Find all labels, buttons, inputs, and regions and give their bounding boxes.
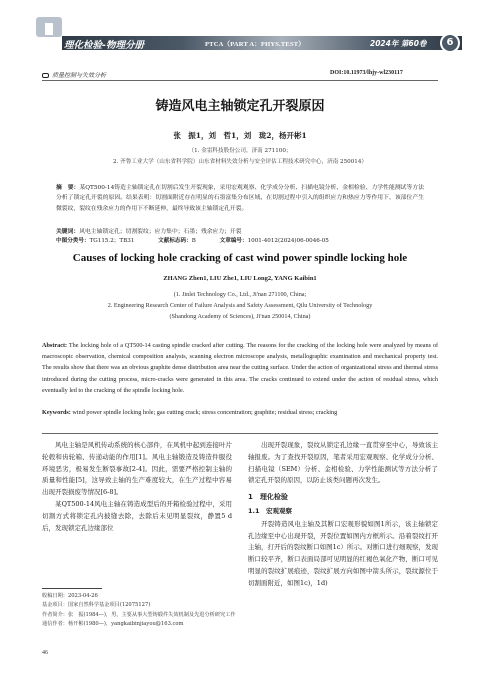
body-paragraph: 开裂铸造风电主轴及其断口宏观形貌如图1所示，该主轴锁定孔边缘至中心出现开裂，开裂位置如图内方框所示。沿着裂纹打开主轴，打开后的裂纹断口如图1c）所示。对断口进行细观察，发现断口较平齐，断口表面局部可见明显的红褐色氧化产物，断口可见明显的裂纹扩展痕迹，裂纹扩展方向如图中箭头所示，裂纹源位于切割面附近，如图1c)，1d)	[248, 519, 438, 587]
page-number: 46	[42, 650, 48, 656]
authors-cn: 张 振1，刘 哲1，刘 珑2，杨开彬1	[173, 131, 307, 140]
affiliation-en-1: (1. Jinlei Technology Co., Ltd., Ji'nan 271100, China;	[173, 291, 307, 298]
body-column-right	[248, 440, 438, 590]
journal-logo-icon	[36, 17, 62, 37]
doi: DOI:10.11973/lhjy-wl230117	[330, 70, 403, 76]
section-tag-icon	[42, 73, 49, 78]
subsection-heading: 1.1 宏观观察	[248, 506, 293, 515]
section-tag-label: 质量控制与失效分析	[52, 72, 107, 79]
keywords-cn-label: 关键词：	[56, 229, 80, 235]
section-tag	[42, 70, 106, 79]
abstract-cn-label: 摘 要：	[56, 185, 80, 191]
affiliation-cn-1: （1. 金雷科技股份公司，济南 271100；	[188, 148, 292, 154]
abstract-en	[42, 340, 438, 396]
author-bio: 作者简介：张 振(1984—)，男，主要从事大型铸锻件失效机制及先进分析研究工作	[42, 611, 236, 618]
keywords-en	[42, 408, 438, 418]
title-cn: 铸造风电主轴锁定孔开裂原因	[155, 99, 325, 114]
body-paragraph: 某QT500-14风电主轴在铸造成型后的开箱检验过程中，采用切割方式将锁定孔内披缝去除，去除后未见明显裂纹，静置5 d后，发现锁定孔边缘部位	[42, 499, 232, 532]
article-id: 文章编号：1001-4012(2024)06-0046-05	[219, 238, 329, 244]
body-paragraph: 出现开裂现象，裂纹从锁定孔边缘一直贯穿至中心，导致该主轴报废。为了查找开裂原因，笔者采用宏观观察、化学成分分析、扫描电镜（SEM）分析、金相检验、力学性能测试等方法分析了锁定孔开裂的原因，以防止该类问题再次发生。	[248, 441, 438, 485]
section-heading: 1 理化检验	[248, 493, 288, 502]
abstract-rule	[42, 433, 438, 434]
document-code: 文献标志码：B	[158, 238, 196, 244]
keywords-cn	[56, 226, 424, 235]
journal-part: PTCA（PART A：PHYS.TEST）	[205, 41, 306, 48]
corresponding-author: 通信作者：杨开彬(1980—)，yangkaibinjiayou@163.com	[42, 620, 184, 627]
affiliation-cn-2: 2. 齐鲁工业大学（山东省科学院）山东省材料失效分析与安全评估工程技术研究中心，济南 250014）	[113, 159, 367, 165]
body-column-left	[42, 440, 232, 534]
affiliation-en-2: 2. Engineering Research Center of Failure Analysis and Safety Assessment, Qilu University of Technology	[107, 302, 373, 309]
funding: 基金项目：国家自然科学基金项目(12075127)	[42, 602, 151, 609]
keywords-en-text: wind power spindle locking hole; gas cutting crack; stress concentration; graphite; residual stress; cracking	[72, 409, 338, 416]
authors-en: ZHANG Zhen1, LIU Zhe1, LIU Long2, YANG Kaibin1	[163, 275, 317, 282]
footnotes	[42, 592, 238, 629]
issue-badge: 6	[440, 33, 460, 53]
footnote-rule	[42, 588, 102, 589]
body-paragraph: 风电主轴是风机传动系统的核心部件，在风机中起到连接叶片轮毂和齿轮箱、传递动能的作用[1]。风电主轴锻造及铸造件服役环境恶劣，极易发生断裂事故[2-4]。因此，需要严格控制主轴的质量和性能[5]，这导致主轴的生产难度较大，在生产过程中容易出现开裂损废等情况[6-8]。	[42, 441, 232, 497]
title-en: Causes of locking hole cracking of cast wind power spindle locking hole	[72, 252, 408, 264]
year-volume: 2024年 第60卷	[370, 39, 427, 48]
journal-name: 理化检验-物理分册	[64, 40, 144, 51]
affiliation-en-3: (Shandong Academy of Sciences), Ji'nan 250014, China)	[169, 313, 311, 320]
page-header	[0, 0, 480, 60]
clc-number: 中图分类号：TG115.2；TB31	[56, 238, 135, 244]
abstract-cn-text: 某QT500-14铸造主轴锁定孔在切割后发生开裂现象，采用宏观观察、化学成分分析、扫描电镜分析、金相检验、力学性能测试等方法分析了锁定孔开裂的原因。结果表明：切割面附近存在明显的石墨富集分布区域，在切割过程中引入的组织应力和热应力等作用下，该部位产生微裂纹，裂纹在残余应力的作用下不断延伸，最终导致该主轴锁定孔开裂。	[56, 185, 424, 212]
keywords-cn-text: 风电主轴锁定孔；切割裂纹；应力集中；石墨；残余应力；开裂	[79, 229, 242, 235]
keywords-en-label: Keywords:	[42, 409, 71, 416]
abstract-cn	[56, 183, 424, 214]
classification-cn	[56, 236, 424, 244]
abstract-en-text: The locking hole of a QT500-14 casting spindle cracked after cutting. The reasons for the cracking of the locking hole were analyzed by means of macroscopic observation, chemical composition analysis, scanning electron microscope analysis, metallographic examination and mechanical property test. The results show that there was an obvious graphite dense distribution area near the cutting surface. Under the action of organizational stress and thermal stress introduced during the cutting process, micro-cracks were generated in this area. The cracks continued to extend under the action of residual stress, which eventually led to the cracking of the spindle locking hole.	[42, 342, 439, 394]
abstract-en-label: Abstract:	[42, 342, 68, 349]
received-date: 收稿日期：2023-04-26	[42, 593, 98, 599]
top-rule	[42, 80, 438, 81]
